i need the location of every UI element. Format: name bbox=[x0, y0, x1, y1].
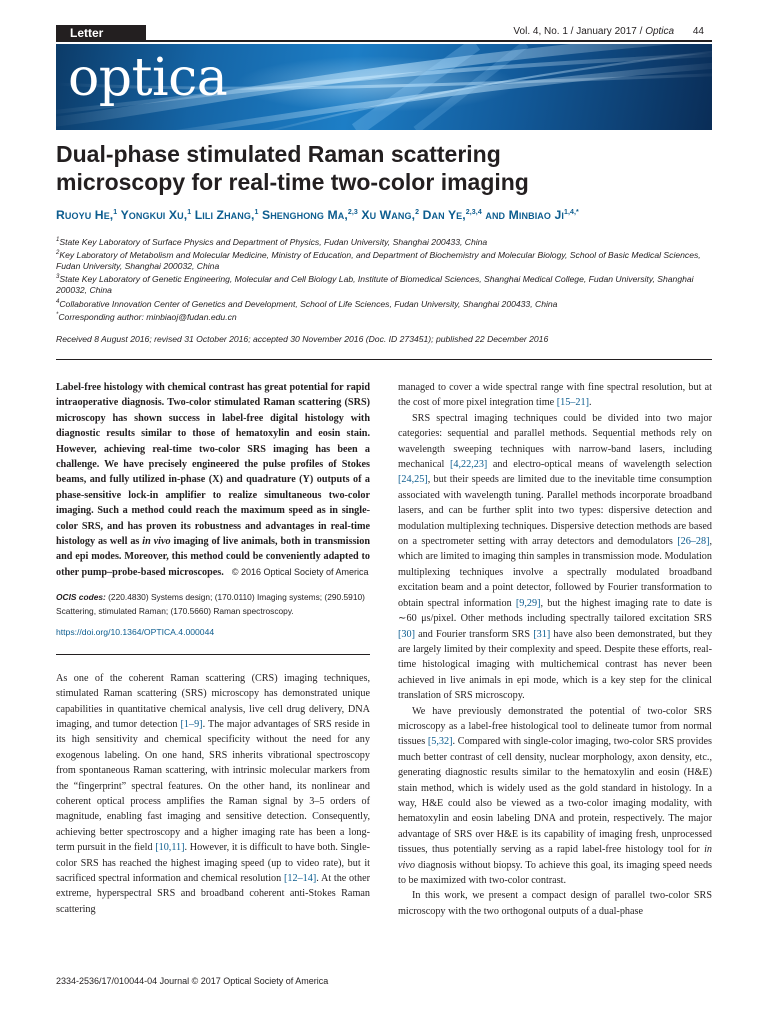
citation-link[interactable]: [30] bbox=[398, 628, 415, 640]
copyright-notice: © 2016 Optical Society of America bbox=[231, 566, 369, 577]
author-affil-sup: 1 bbox=[187, 208, 192, 216]
affiliation-text: Corresponding author: minbiaoj@fudan.edu.cn bbox=[58, 311, 237, 322]
citation-link[interactable]: [5,32] bbox=[427, 736, 453, 748]
body-paragraph bbox=[398, 704, 712, 889]
received-dates: Received 8 August 2016; revised 31 October 2016; accepted 30 November 2016 (Doc. ID 273451); published 22 December 2016 bbox=[56, 334, 549, 344]
body-emphasis: in vivo bbox=[398, 844, 713, 871]
doi-link[interactable]: https://doi.org/10.1364/OPTICA.4.000044 bbox=[56, 627, 215, 638]
body-text: , which are limited to imaging thin samples in transmission mode. Modulation multiplexing techniques involve a spectrally modulated broadband excitation beam and a point detector, followed by Fourier transformation to obtain spectral information bbox=[398, 536, 713, 609]
body-text: . However, it is difficult to have both. Single-color SRS has reached the highest imaging speed (up to video rate), but it sacrificed spectral information and chemical resolution bbox=[56, 842, 370, 884]
body-paragraph: In this work, we present a compact design of parallel two-color SRS microscopy with the two orthogonal outputs of a dual-phase bbox=[398, 890, 712, 917]
abstract-divider bbox=[56, 654, 370, 655]
author: Shenghong Ma, bbox=[261, 208, 348, 222]
affiliation-sup: 2 bbox=[56, 250, 60, 257]
author-conjunction: and bbox=[485, 208, 506, 222]
page-number: 44 bbox=[692, 26, 704, 37]
body-paragraph bbox=[398, 411, 712, 704]
citation-link[interactable]: [24,25] bbox=[398, 474, 428, 486]
affiliation-sup: 3 bbox=[56, 274, 60, 281]
body-text: . The major advantages of SRS reside in its high sensitivity and chemical specificity without the need for any exogenous labeling. On one hand, SRS inherits vibrational spectroscopy from spontaneous Raman scattering, with intrinsic molecular markers from the “fingerprint” spectral features. On the other hand, its nonlinear and coherent optical process amplifies the Raman signal by 3–5 orders of magnitude, enabling fast imaging and sensitive detection. Consequently, achieving better spectroscopy and a higher imaging rate has been a long-term pursuit in the field bbox=[56, 718, 370, 854]
affiliation-text: Collaborative Innovation Center of Genetics and Development, School of Life Sciences, Fudan University, Shanghai 200433, China bbox=[59, 298, 558, 309]
citation-link[interactable]: [1–9] bbox=[180, 718, 203, 730]
abstract-text: imaging of live animals, both in transmission and epi modes. Moreover, this method could be conveniently adapted to other pump–probe-based microscopes. bbox=[56, 536, 371, 578]
body-text: managed to cover a wide spectral range with fine spectral resolution, but at the cost of more pixel integration time bbox=[398, 382, 712, 409]
journal-logo: optica bbox=[68, 48, 228, 108]
left-column bbox=[56, 380, 370, 917]
body-text: We have previously demonstrated the potential of two-color SRS microscopy as a label-free histological tool to delineate tumor from normal tissues bbox=[398, 705, 712, 748]
abstract-emphasis: in vivo bbox=[142, 536, 171, 548]
affiliation-text: State Key Laboratory of Genetic Engineering, Molecular and Cell Biology Lab, Institute of Biomedical Sciences, Shanghai Medical College, Fudan University, Shanghai 200032, China bbox=[56, 274, 694, 296]
ocis-codes bbox=[56, 590, 370, 618]
body-paragraph bbox=[56, 671, 370, 918]
author: Minbiao Ji bbox=[508, 208, 564, 222]
citation-link[interactable]: [15–21] bbox=[556, 397, 589, 409]
author: Ruoyu He, bbox=[56, 208, 114, 222]
footer-issn: 2334-2536/17/010044-04 Journal © 2017 Optical Society of America bbox=[56, 976, 329, 986]
affiliation-text: State Key Laboratory of Surface Physics and Department of Physics, Fudan University, Shanghai 200433, China bbox=[59, 236, 488, 247]
body-text: diagnosis without biopsy. To achieve this goal, its imaging speed needs to be maximized with two-color contrast. bbox=[398, 859, 713, 886]
journal-name: Optica bbox=[645, 26, 675, 37]
affiliation bbox=[56, 272, 716, 296]
affiliation-sup: 1 bbox=[56, 237, 60, 243]
citation-link[interactable]: [10,11] bbox=[155, 842, 185, 854]
affiliations bbox=[56, 235, 716, 323]
title-line-2: microscopy for real-time two-color imaging bbox=[56, 169, 529, 195]
body-text: and electro-optical means of wavelength selection bbox=[492, 459, 713, 471]
author-affil-sup: 1,4,* bbox=[563, 208, 579, 216]
header-rule bbox=[56, 40, 712, 42]
section-divider bbox=[56, 359, 712, 360]
corresponding-author bbox=[56, 310, 716, 323]
ocis-label: OCIS codes: bbox=[56, 592, 106, 603]
affiliation bbox=[56, 248, 716, 272]
article-title bbox=[56, 140, 696, 196]
author-affil-sup: 2,3 bbox=[347, 208, 358, 216]
title-line-1: Dual-phase stimulated Raman scattering bbox=[56, 141, 501, 167]
affiliation bbox=[56, 297, 716, 310]
body-text: and Fourier transform SRS bbox=[418, 628, 531, 640]
affiliation bbox=[56, 235, 716, 248]
journal-banner bbox=[56, 44, 712, 130]
author-affil-sup: 1 bbox=[254, 208, 259, 216]
section-tab: Letter bbox=[56, 25, 146, 42]
body-text: As one of the coherent Raman scattering (CRS) imaging techniques, stimulated Raman scattering (SRS) microscopy has demonstrated unique capabilities in quantitative chemical analysis, live cell drug delivery, DNA imaging, and tumor detection bbox=[56, 672, 370, 730]
citation-link[interactable]: [12–14] bbox=[283, 872, 317, 884]
affiliation-sup: * bbox=[56, 311, 59, 318]
volume-issue: Vol. 4, No. 1 / January 2017 / bbox=[513, 26, 643, 37]
author: Xu Wang, bbox=[361, 208, 416, 222]
body-paragraph: managed to cover a wide spectral range with fine spectral resolution, but at the cost of more pixel integration time [15–21]. bbox=[398, 382, 712, 409]
body-text: SRS spectral imaging techniques could be divided into two major categories: sequential and parallel methods. Sequential methods rely on wavelength sweeping techniques with narrow-band lasers, including mechanical bbox=[398, 412, 712, 471]
body-text: . Compared with single-color imaging, two-color SRS provides much better contrast of cell density, nuclear morphology, axon density, etc., generating diagnostic results similar to the hematoxylin and eosin (H&E) stain method, which is widely used as the gold standard in histology. In a way, H&E could also be viewed as a two-color imaging modality, with hematoxylin and eosin labeling DNA and protein, respectively. The major advantage of SRS over H&E is its capability of imaging fresh, unprocessed tissues, thus potentially serving as a rapid label-free histology tool for bbox=[398, 736, 712, 856]
author-affil-sup: 1 bbox=[113, 208, 118, 216]
affiliation-text: Key Laboratory of Metabolism and Molecular Medicine, Ministry of Education, and Department of Biochemistry and Molecular Biology, School of Basic Medical Sciences, Fudan University, Shanghai 200032, China bbox=[56, 249, 701, 272]
author-affil-sup: 2 bbox=[415, 208, 420, 216]
body-text: , but the highest imaging rate to date is ∼60 μs/pixel. Other methods including spectrally tailored excitation SRS bbox=[398, 597, 713, 625]
running-head bbox=[513, 26, 704, 37]
right-column bbox=[398, 380, 712, 919]
author: Yongkui Xu, bbox=[120, 208, 188, 222]
author-list bbox=[56, 208, 716, 222]
affiliation-sup: 4 bbox=[56, 298, 60, 305]
citation-link[interactable]: [26–28] bbox=[677, 536, 710, 548]
abstract-text: Label-free histology with chemical contrast has great potential for rapid intraoperative diagnosis. Two-color stimulated Raman scattering (SRS) microscopy has shown success in label-free digital histology with diagnostic results similar to those of hematoxylin and eosin stain. However, achieving real-time two-color SRS imaging has been a challenge. We have precisely engineered the pulse profiles of Stokes beams, and fully utilized in-phase (X) and quadrature (Y) outputs of a phase-sensitive lock-in amplifier to realize simultaneous two-color imaging. Such a method could reach the maximum speed as in single-color SRS, and has proven its robustness and advantages in real-time histology as well as bbox=[56, 382, 370, 548]
author: Dan Ye, bbox=[422, 208, 466, 222]
author-affil-sup: 2,3,4 bbox=[465, 208, 482, 216]
citation-link[interactable]: [9,29] bbox=[515, 597, 541, 609]
abstract bbox=[56, 380, 370, 580]
citation-link[interactable]: [31] bbox=[533, 628, 551, 640]
body-text: . At the other extreme, hyperspectral SRS and broadband coherent anti-Stokes Raman scattering bbox=[56, 872, 370, 915]
ocis-text: (220.4830) Systems design; (170.0110) Imaging systems; (290.5910) Scattering, stimulated Raman; (170.5660) Raman spectroscopy. bbox=[56, 592, 365, 617]
author: Lili Zhang, bbox=[194, 208, 255, 222]
body-text: , but their speeds are limited due to the inevitable time consumption associated with wavelength tuning. Parallel methods incorporate broadband lasers, and can be further split into two types: dispersive detection and modulation multiplexing techniques. Dispersive detection methods are based on a spectrometer setting with array detectors and demodulators bbox=[398, 474, 712, 548]
body-text: have also been demonstrated, but they are largely limited by their complexity and speed. Despite these efforts, real-time histological imaging with multichemical contrast has never been achieved in live animals in epi mode, which is a key step for the clinical translation of SRS microscopy. bbox=[398, 628, 713, 702]
citation-link[interactable]: [4,22,23] bbox=[449, 459, 488, 471]
